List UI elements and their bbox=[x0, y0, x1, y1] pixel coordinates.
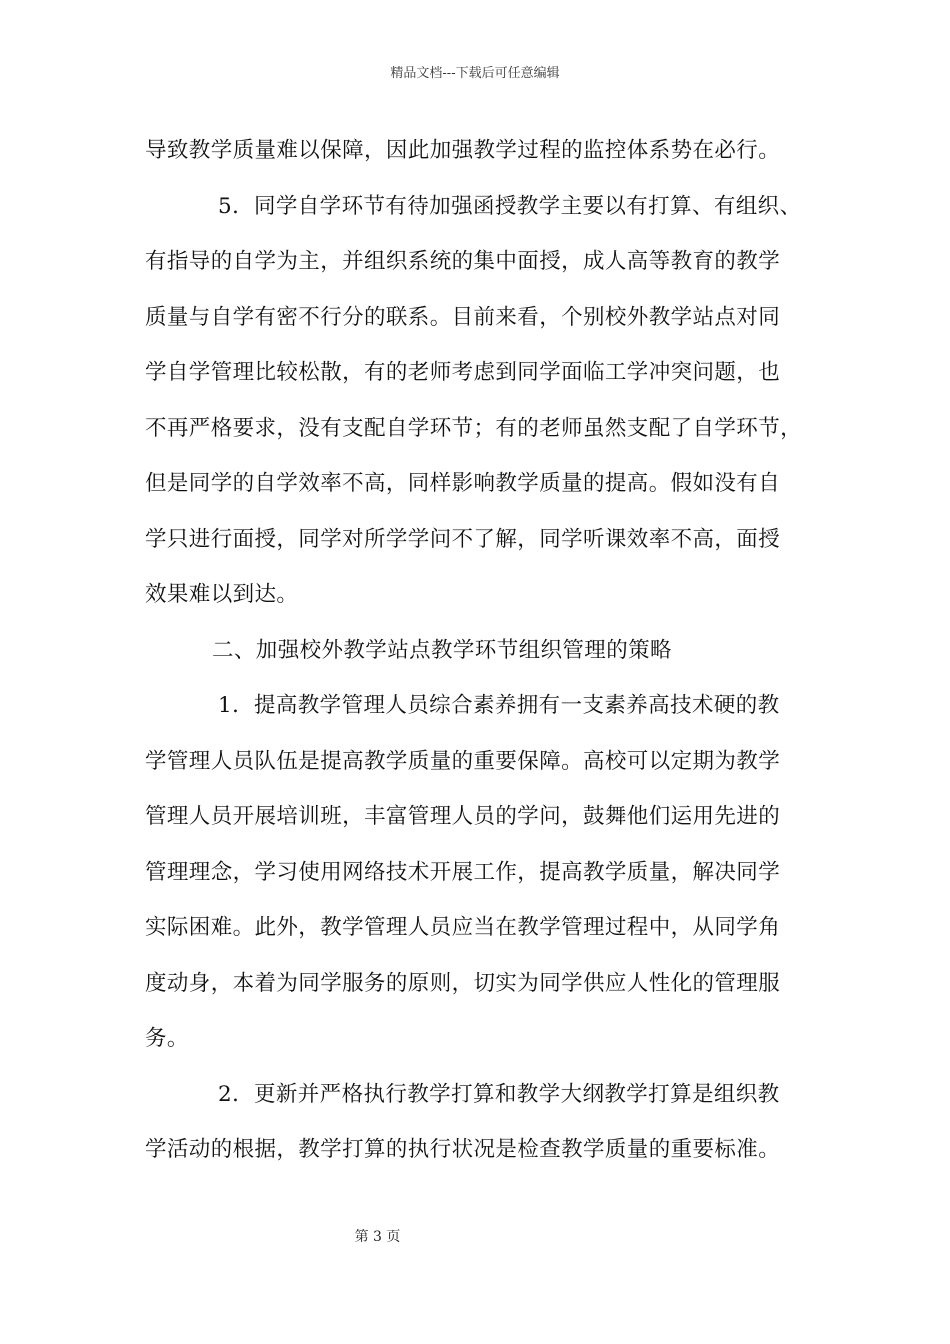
paragraph-line: 导致教学质量难以保障，因此加强教学过程的监控体系势在必行。 bbox=[145, 138, 781, 163]
paragraph-line: 有指导的自学为主，并组织系统的集中面授，成人高等教育的教学 bbox=[145, 249, 781, 274]
paragraph-line: 管理理念，学习使用网络技术开展工作，提高教学质量，解决同学 bbox=[145, 859, 781, 885]
paragraph-line: 不再严格要求，没有支配自学环节；有的老师虽然支配了自学环节， bbox=[145, 415, 803, 441]
paragraph-line: 质量与自学有密不行分的联系。目前来看，个别校外教学站点对同 bbox=[145, 304, 781, 330]
paragraph-line: 学只进行面授，同学对所学学问不了解，同学听课效率不高，面授 bbox=[145, 526, 781, 552]
paragraph-line: 管理人员开展培训班，丰富管理人员的学问，鼓舞他们运用先进的 bbox=[145, 804, 781, 829]
paragraph-line: 务。 bbox=[145, 1026, 189, 1051]
paragraph-line: 学活动的根据，教学打算的执行状况是检查教学质量的重要标准。 bbox=[145, 1137, 781, 1162]
paragraph-line: 但是同学的自学效率不高，同样影响教学质量的提高。假如没有自 bbox=[145, 471, 781, 496]
paragraph-line: 效果难以到达。 bbox=[145, 582, 299, 607]
paragraph-line: 2．更新并严格执行教学打算和教学大纲教学打算是组织教 bbox=[218, 1081, 780, 1107]
paragraph-line: 5．同学自学环节有待加强函授教学主要以有打算、有组织、 bbox=[218, 193, 802, 219]
paragraph-line: 1．提高教学管理人员综合素养拥有一支素养高技术硬的教 bbox=[218, 693, 780, 718]
paragraph-line: 学管理人员队伍是提高教学质量的重要保障。高校可以定期为教学 bbox=[145, 748, 781, 774]
section-heading: 二、加强校外教学站点教学环节组织管理的策略 bbox=[212, 637, 672, 663]
page-number: 第 3 页 bbox=[354, 1229, 401, 1245]
body-text bbox=[145, 129, 825, 1184]
paragraph-line: 实际困难。此外，教学管理人员应当在教学管理过程中，从同学角 bbox=[145, 915, 781, 940]
paragraph-line: 度动身，本着为同学服务的原则，切实为同学供应人性化的管理服 bbox=[145, 970, 781, 996]
paragraph-line: 学自学管理比较松散，有的老师考虑到同学面临工学冲突问题，也 bbox=[145, 360, 781, 385]
page-header: 精品文档---下载后可任意编辑 bbox=[390, 66, 560, 81]
